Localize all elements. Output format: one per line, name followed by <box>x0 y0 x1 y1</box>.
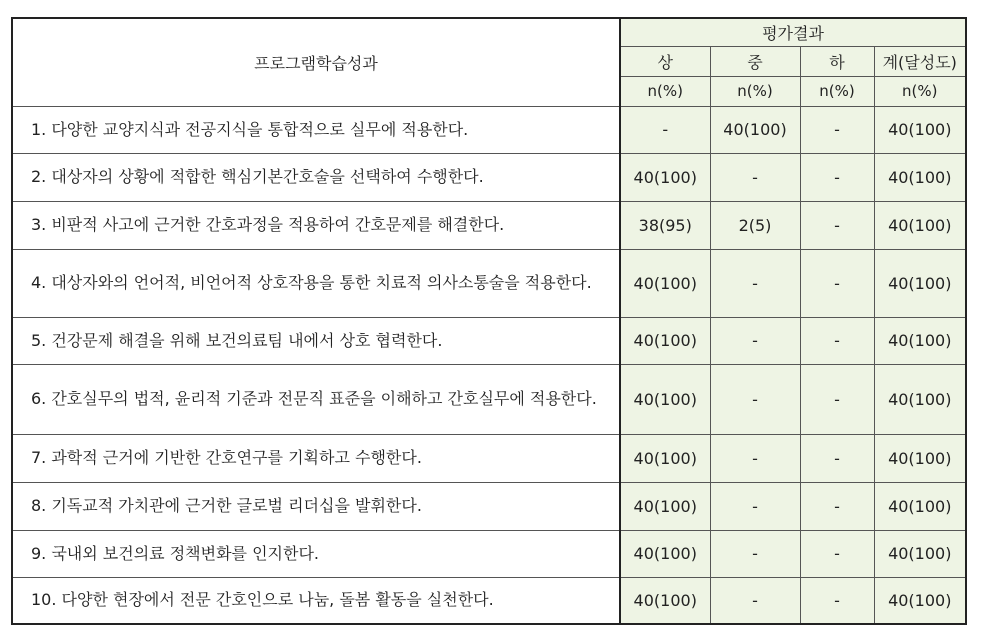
total-cell: 40(100) <box>874 153 966 201</box>
mid-cell: - <box>710 482 800 530</box>
low-cell: - <box>800 434 874 482</box>
mid-cell: - <box>710 153 800 201</box>
outcome-text: 9. 국내외 보건의료 정책변화를 인지한다. <box>12 530 620 577</box>
mid-cell: 40(100) <box>710 106 800 153</box>
mid-cell: - <box>710 577 800 624</box>
unit-high: n(%) <box>620 76 710 106</box>
table-row <box>12 482 966 530</box>
mid-cell: - <box>710 434 800 482</box>
result-group-header: 평가결과 <box>620 18 966 46</box>
table-row <box>12 577 966 624</box>
high-cell: - <box>620 106 710 153</box>
high-cell: 40(100) <box>620 577 710 624</box>
total-cell: 40(100) <box>874 530 966 577</box>
mid-cell: - <box>710 249 800 317</box>
table-row <box>12 153 966 201</box>
high-cell: 40(100) <box>620 364 710 434</box>
level-low-header: 하 <box>800 46 874 76</box>
outcome-text: 10. 다양한 현장에서 전문 간호인으로 나눔, 돌봄 활동을 실천한다. <box>12 577 620 624</box>
high-cell: 40(100) <box>620 317 710 364</box>
total-cell: 40(100) <box>874 249 966 317</box>
results-table <box>11 17 967 625</box>
total-cell: 40(100) <box>874 482 966 530</box>
mid-cell: - <box>710 317 800 364</box>
table-row <box>12 317 966 364</box>
table-row <box>12 434 966 482</box>
table-row <box>12 106 966 153</box>
outcome-text: 1. 다양한 교양지식과 전공지식을 통합적으로 실무에 적용한다. <box>12 106 620 153</box>
high-cell: 40(100) <box>620 153 710 201</box>
low-cell: - <box>800 577 874 624</box>
mid-cell: - <box>710 530 800 577</box>
table-row <box>12 530 966 577</box>
total-cell: 40(100) <box>874 434 966 482</box>
total-cell: 40(100) <box>874 106 966 153</box>
outcome-column-header: 프로그램학습성과 <box>12 18 620 106</box>
total-cell: 40(100) <box>874 577 966 624</box>
outcome-text: 6. 간호실무의 법적, 윤리적 기준과 전문직 표준을 이해하고 간호실무에 적용한다. <box>12 364 620 434</box>
low-cell: - <box>800 317 874 364</box>
level-total-header: 계(달성도) <box>874 46 966 76</box>
outcome-text: 3. 비판적 사고에 근거한 간호과정을 적용하여 간호문제를 해결한다. <box>12 201 620 249</box>
high-cell: 40(100) <box>620 482 710 530</box>
low-cell: - <box>800 482 874 530</box>
low-cell: - <box>800 530 874 577</box>
table-row <box>12 249 966 317</box>
outcome-text: 7. 과학적 근거에 기반한 간호연구를 기획하고 수행한다. <box>12 434 620 482</box>
mid-cell: - <box>710 364 800 434</box>
level-mid-header: 중 <box>710 46 800 76</box>
total-cell: 40(100) <box>874 201 966 249</box>
table-row <box>12 201 966 249</box>
unit-total: n(%) <box>874 76 966 106</box>
low-cell: - <box>800 249 874 317</box>
unit-low: n(%) <box>800 76 874 106</box>
mid-cell: 2(5) <box>710 201 800 249</box>
low-cell: - <box>800 364 874 434</box>
low-cell: - <box>800 153 874 201</box>
total-cell: 40(100) <box>874 317 966 364</box>
high-cell: 40(100) <box>620 434 710 482</box>
total-cell: 40(100) <box>874 364 966 434</box>
unit-mid: n(%) <box>710 76 800 106</box>
outcome-text: 4. 대상자와의 언어적, 비언어적 상호작용을 통한 치료적 의사소통술을 적용한다. <box>12 249 620 317</box>
low-cell: - <box>800 201 874 249</box>
level-high-header: 상 <box>620 46 710 76</box>
low-cell: - <box>800 106 874 153</box>
high-cell: 40(100) <box>620 249 710 317</box>
high-cell: 40(100) <box>620 530 710 577</box>
high-cell: 38(95) <box>620 201 710 249</box>
outcome-text: 5. 건강문제 해결을 위해 보건의료팀 내에서 상호 협력한다. <box>12 317 620 364</box>
outcome-text: 8. 기독교적 가치관에 근거한 글로벌 리더십을 발휘한다. <box>12 482 620 530</box>
table-row <box>12 364 966 434</box>
outcome-text: 2. 대상자의 상황에 적합한 핵심기본간호술을 선택하여 수행한다. <box>12 153 620 201</box>
